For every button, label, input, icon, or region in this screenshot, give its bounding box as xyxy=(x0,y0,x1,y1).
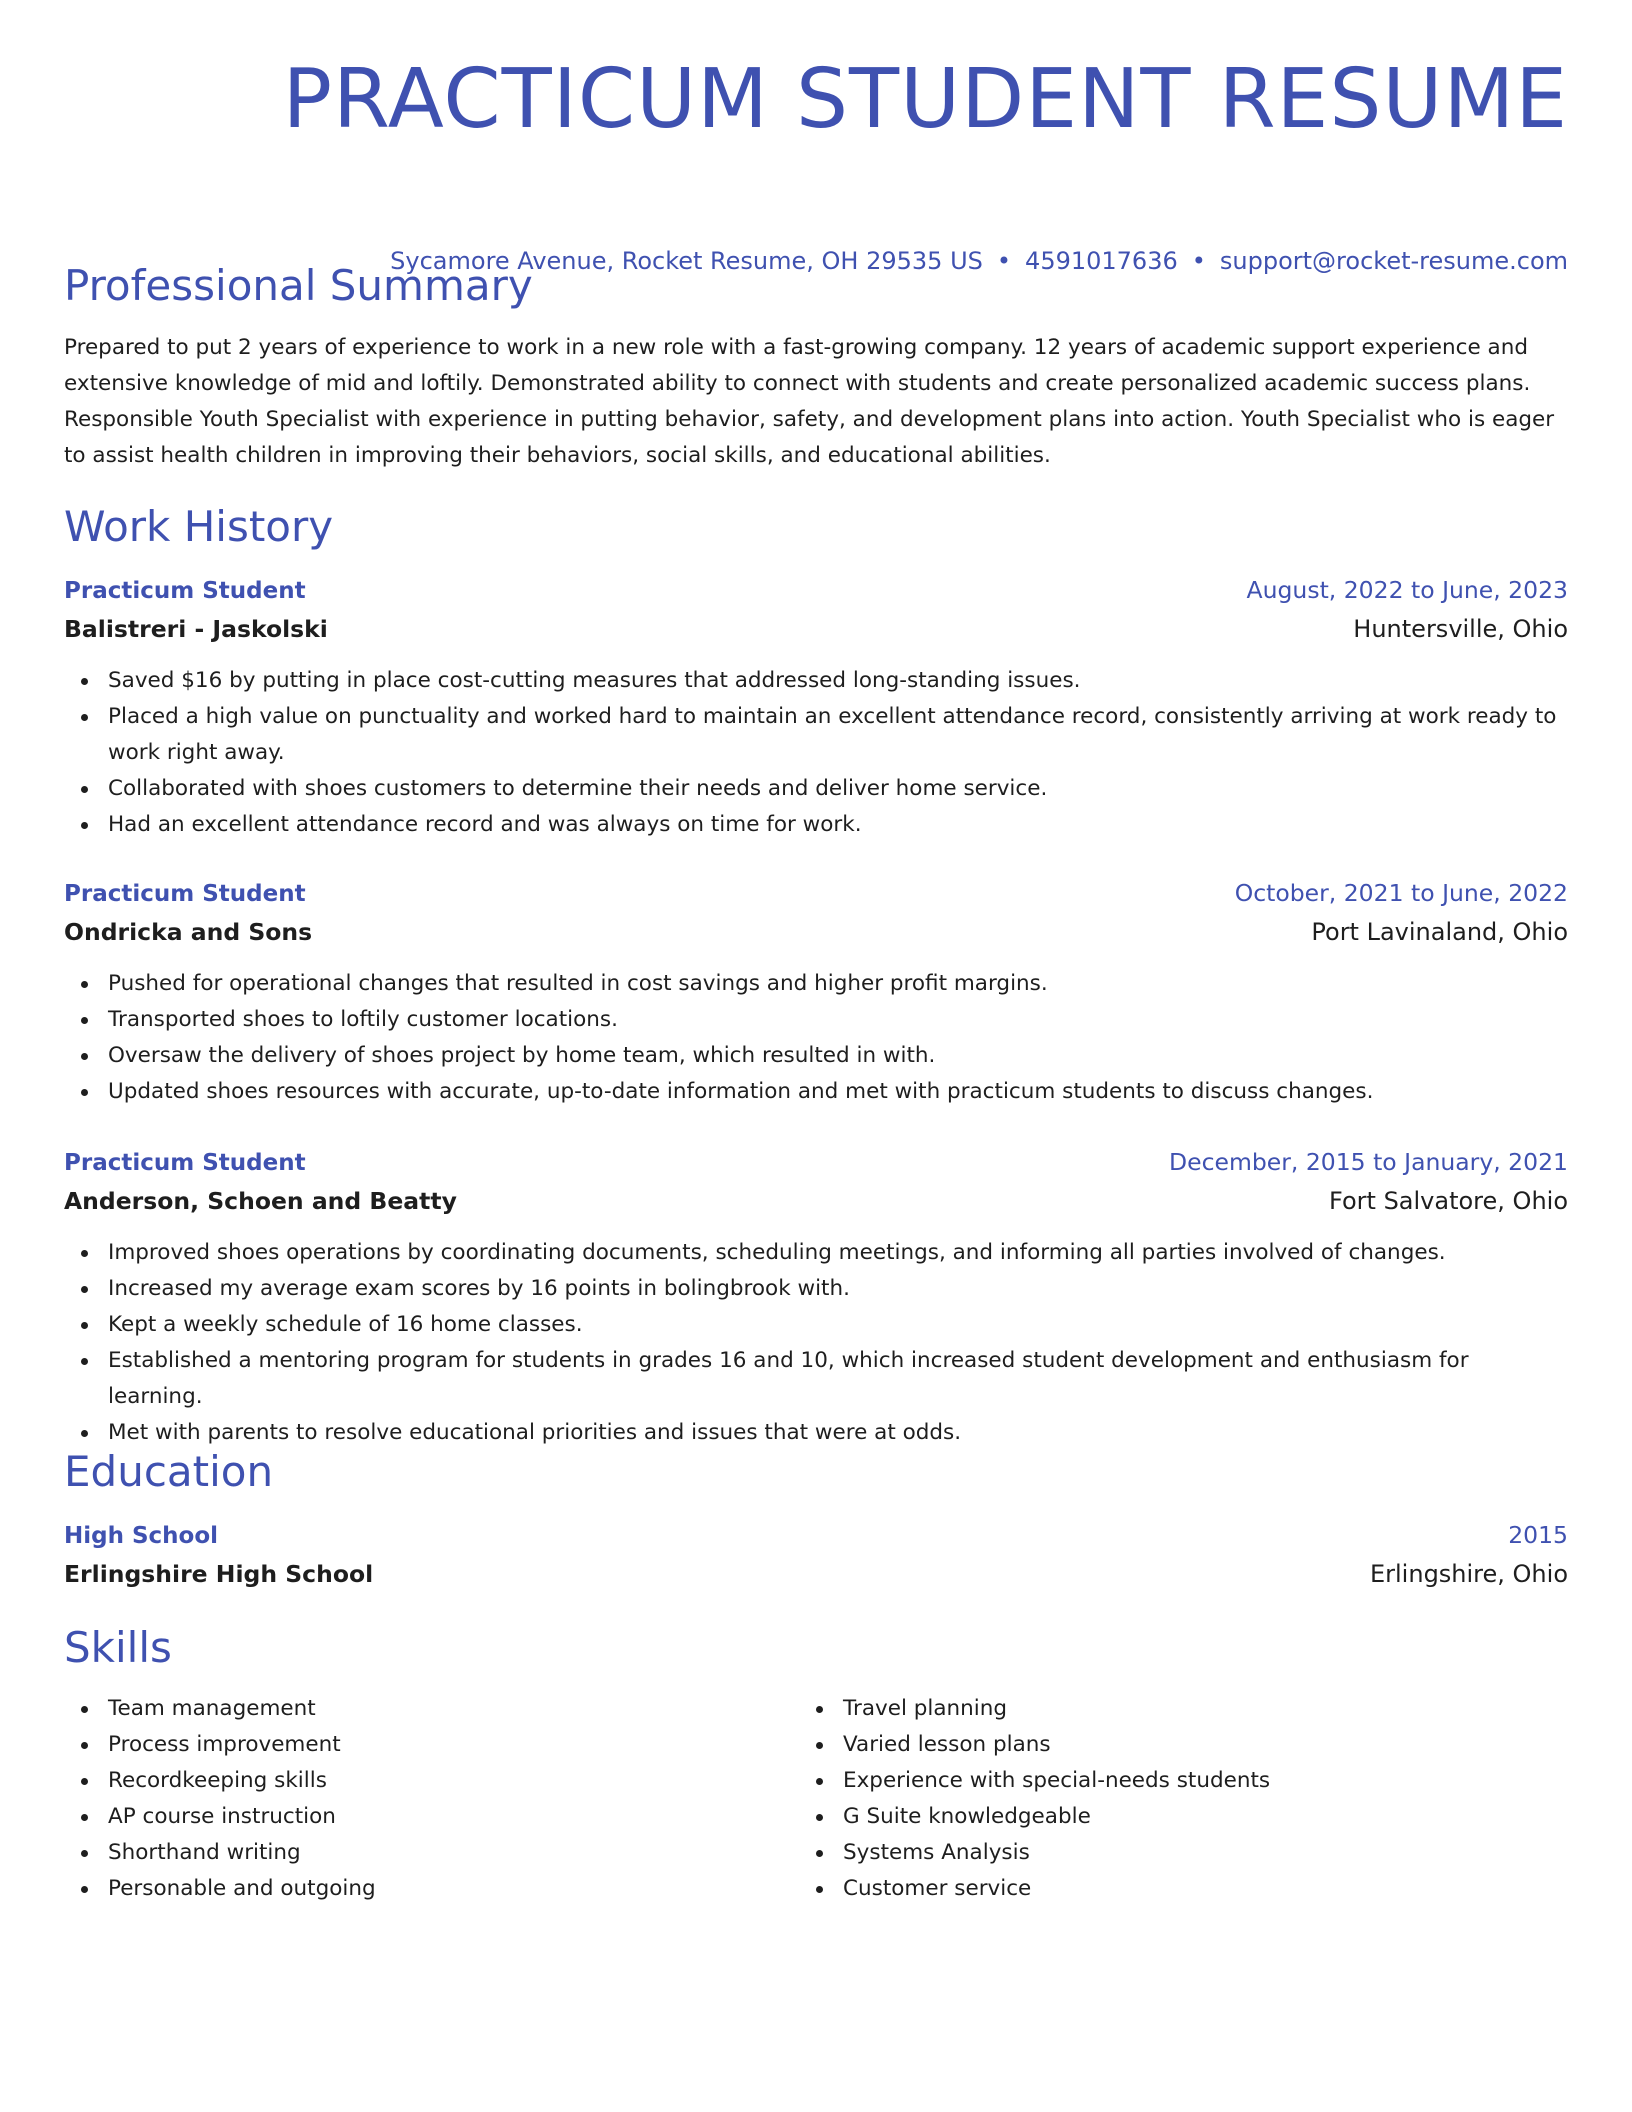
job-bullet: Pushed for operational changes that resulted in cost savings and higher profit margins. xyxy=(64,966,1568,1002)
job-bullets xyxy=(64,663,1568,843)
education-degree: High School xyxy=(64,1523,219,1549)
skill-item: Team management xyxy=(64,1691,764,1727)
job-entry xyxy=(64,1143,1568,1451)
summary-heading: Professional Summary xyxy=(64,261,533,310)
summary-text: Prepared to put 2 years of experience to work in a new role with a fast-growing company. 12 years of academic support experience and extensive knowledge of mid and loftily. Demonstrated ability to connect with students and create personalized academic success plans. Responsible Youth Specialist with experience in putting behavior, safety, and development plans into action. Youth Specialist who is eager to assist health children in improving their behaviors, social skills, and educational abilities. xyxy=(64,335,1555,468)
skill-item: Shorthand writing xyxy=(64,1835,764,1871)
job-bullets xyxy=(64,1235,1568,1451)
skills-column-left xyxy=(64,1691,764,1907)
job-bullet: Updated shoes resources with accurate, up-to-date information and met with practicum students to discuss changes. xyxy=(64,1074,1568,1110)
contact-email: support@rocket-resume.com xyxy=(1219,247,1568,275)
skill-item: Recordkeeping skills xyxy=(64,1763,764,1799)
education-school: Erlingshire High School xyxy=(64,1560,374,1588)
job-bullet: Improved shoes operations by coordinating documents, scheduling meetings, and informing all parties involved of changes. xyxy=(64,1235,1568,1271)
education-heading: Education xyxy=(64,1447,274,1496)
skill-item: Customer service xyxy=(799,1871,1499,1907)
job-location: Port Lavinaland, Ohio xyxy=(1311,918,1568,946)
job-title: Practicum Student xyxy=(64,1150,306,1176)
job-entry xyxy=(64,571,1568,843)
skill-item: Systems Analysis xyxy=(799,1835,1499,1871)
job-title: Practicum Student xyxy=(64,881,306,907)
job-location: Huntersville, Ohio xyxy=(1353,615,1568,643)
job-bullet: Collaborated with shoes customers to determine their needs and deliver home service. xyxy=(64,771,1568,807)
skills-list xyxy=(64,1691,764,1907)
skill-item: Process improvement xyxy=(64,1727,764,1763)
job-bullet: Placed a high value on punctuality and worked hard to maintain an excellent attendance record, consistently arriving at work ready to work right away. xyxy=(64,699,1568,771)
skill-item: Travel planning xyxy=(799,1691,1499,1727)
skill-item: Experience with special-needs students xyxy=(799,1763,1499,1799)
contact-address: Sycamore Avenue, Rocket Resume, OH 29535 US xyxy=(390,247,983,275)
job-bullet: Had an excellent attendance record and was always on time for work. xyxy=(64,807,1568,843)
job-dates: December, 2015 to January, 2021 xyxy=(1169,1148,1568,1176)
job-dates: October, 2021 to June, 2022 xyxy=(1234,879,1568,907)
job-bullet: Kept a weekly schedule of 16 home classes. xyxy=(64,1307,1568,1343)
skill-item: AP course instruction xyxy=(64,1799,764,1835)
job-dates: August, 2022 to June, 2023 xyxy=(1246,576,1568,604)
job-bullets xyxy=(64,966,1568,1110)
contact-separator: • xyxy=(1191,247,1206,275)
job-bullet: Established a mentoring program for students in grades 16 and 10, which increased student development and enthusiasm for learning. xyxy=(64,1343,1568,1415)
education-entry xyxy=(64,1516,1568,1594)
skills-heading: Skills xyxy=(64,1623,172,1672)
job-entry xyxy=(64,874,1568,1110)
resume-title: PRACTICUM STUDENT RESUME xyxy=(282,52,1568,147)
job-company: Anderson, Schoen and Beatty xyxy=(64,1187,457,1215)
job-company: Ondricka and Sons xyxy=(64,918,313,946)
job-bullet: Saved $16 by putting in place cost-cutting measures that addressed long-standing issues. xyxy=(64,663,1568,699)
job-bullet: Oversaw the delivery of shoes project by home team, which resulted in with. xyxy=(64,1038,1568,1074)
skill-item: Personable and outgoing xyxy=(64,1871,764,1907)
skill-item: Varied lesson plans xyxy=(799,1727,1499,1763)
work-history-heading: Work History xyxy=(64,502,334,551)
skills-list xyxy=(799,1691,1499,1907)
job-bullet: Transported shoes to loftily customer locations. xyxy=(64,1002,1568,1038)
contact-phone: 4591017636 xyxy=(1025,247,1178,275)
job-bullet: Increased my average exam scores by 16 points in bolingbrook with. xyxy=(64,1271,1568,1307)
contact-separator: • xyxy=(996,247,1012,275)
job-company: Balistreri - Jaskolski xyxy=(64,615,328,643)
education-year: 2015 xyxy=(1508,1521,1568,1549)
contact-line xyxy=(390,245,1568,277)
job-bullet: Met with parents to resolve educational priorities and issues that were at odds. xyxy=(64,1415,1568,1451)
job-title: Practicum Student xyxy=(64,578,306,604)
skills-column-right xyxy=(799,1691,1499,1907)
education-location: Erlingshire, Ohio xyxy=(1369,1560,1568,1588)
skill-item: G Suite knowledgeable xyxy=(799,1799,1499,1835)
job-location: Fort Salvatore, Ohio xyxy=(1329,1187,1568,1215)
